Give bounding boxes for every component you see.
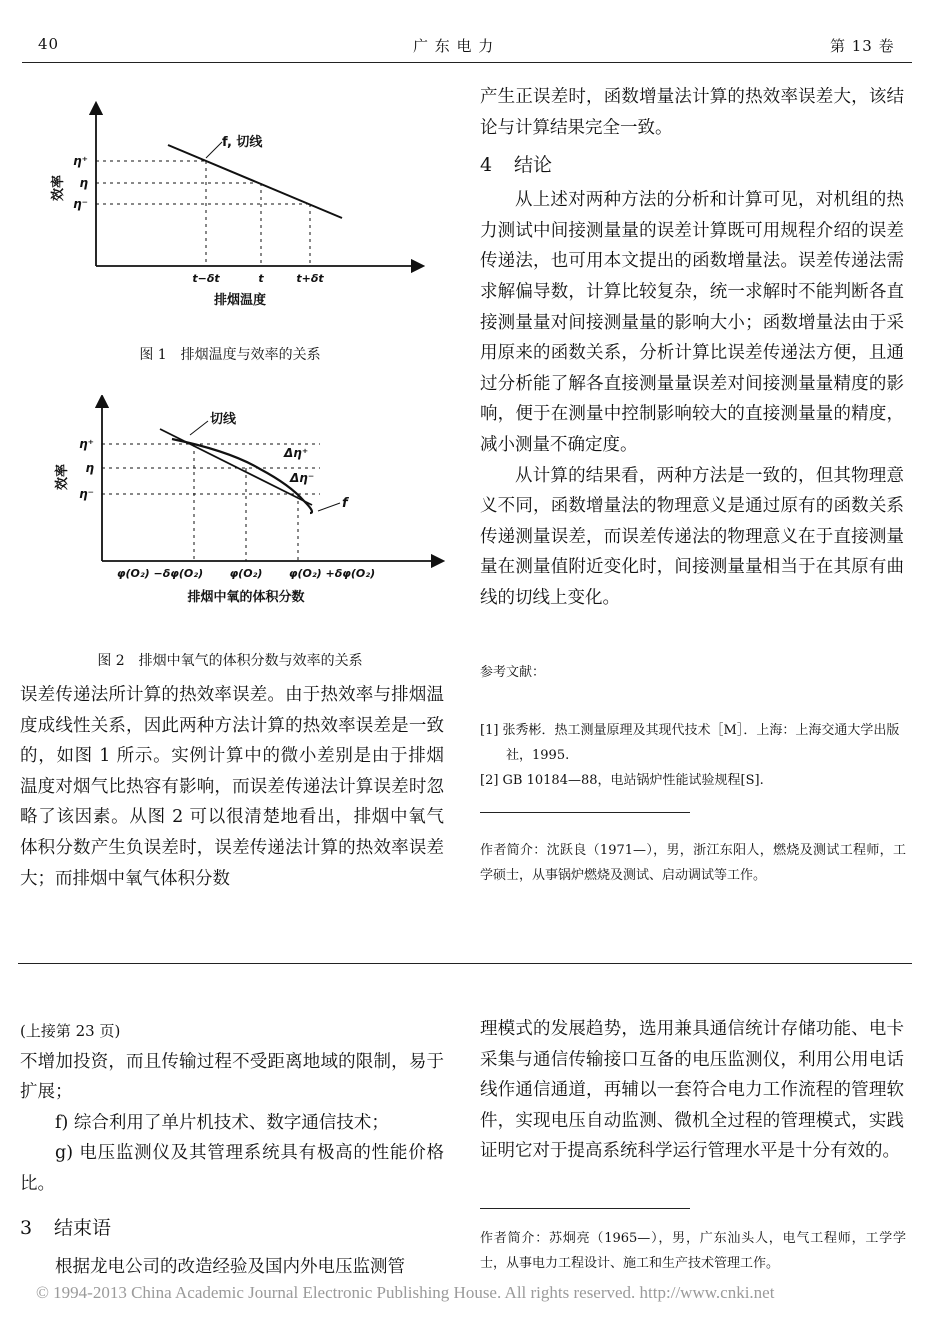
fig2-xtick: φ(O₂)	[229, 567, 263, 580]
right-column	[480, 82, 904, 614]
bottom-left-column	[20, 1016, 444, 1282]
fig2-tangent-label: 切线	[210, 412, 237, 427]
fig2-ylabel: 效率	[55, 463, 70, 491]
continued-from-note: (上接第 23 页)	[20, 1022, 121, 1040]
fig2-ytick: η	[85, 461, 94, 475]
body-paragraph: 不增加投资，而且传输过程不受距离地域的限制，易于扩展；	[20, 1051, 444, 1103]
list-item: g) 电压监测仪及其管理系统具有极高的性能价格比。	[20, 1143, 444, 1194]
fig2-delta-minus: Δη⁻	[290, 471, 315, 485]
figure-2-caption: 图 2 排烟中氧气的体积分数与效率的关系	[97, 653, 363, 669]
fig2-ytick: η⁻	[79, 487, 94, 501]
fig1-ytick: η⁺	[73, 154, 88, 168]
figure-1-caption: 图 1 排烟温度与效率的关系	[139, 347, 321, 363]
volume-label: 第 13 卷	[830, 37, 895, 55]
bottom-right-column	[480, 1014, 904, 1167]
section-heading	[20, 1212, 444, 1244]
fig2-xtick: φ(O₂) +δφ(O₂)	[288, 567, 376, 580]
fig2-ytick: η⁺	[79, 437, 94, 451]
fig1-tangent-line	[168, 145, 342, 218]
section-number: 4	[480, 154, 493, 177]
footnote-rule	[480, 1208, 690, 1209]
footnote-rule	[480, 812, 690, 813]
fig1-ylabel: 效率	[51, 174, 66, 202]
body-paragraph: 理模式的发展趋势，选用兼具通信统计存储功能、电卡采集与通信传输接口互备的电压监测仪，利用公用电话线作通信通道，再辅以一套符合电力工作流程的管理软件，实现电压自动监测、微机全过程的管理模式，实践证明它对于提高系统科学运行管理水平是十分有效的。	[480, 1019, 904, 1162]
left-column	[20, 680, 444, 894]
conclusion-paragraph: 从上述对两种方法的分析和计算可见，对机组的热力测试中间接测量量的误差计算既可用规程介绍的误差传递法，也可用本文提出的函数增量法。误差传递法需求解偏导数，计算比较复杂，统一求解时不能判断各直接测量量对间接测量量的影响大小；函数增量法由于采用原来的函数关系，分析计算比误差传递法方便，且通过分析能了解各直接测量量误差对间接测量量精度的影响，便于在测量中控制影响较大的直接测量量的精度，减小测量不确定度。	[480, 190, 904, 455]
continuation-paragraph: 产生正误差时，函数增量法计算的热效率误差大，该结论与计算结果完全一致。	[480, 87, 904, 138]
figure-1-plot	[40, 100, 440, 330]
section-title: 结论	[514, 154, 553, 177]
article-separator	[18, 963, 912, 964]
fig1-xlabel: 排烟温度	[213, 293, 267, 308]
journal-name: 广 东 电 力	[413, 37, 495, 55]
section-title: 结束语	[54, 1216, 112, 1239]
fig1-xtick: t−δt	[192, 272, 220, 285]
section-number: 3	[20, 1216, 33, 1239]
reference-item: [2] GB 10184—88，电站锅炉性能试验规程[S].	[480, 773, 764, 788]
references-title: 参考文献：	[480, 665, 546, 680]
body-paragraph: 根据龙电公司的改造经验及国内外电压监测管	[55, 1256, 405, 1277]
fig2-delta-plus: Δη⁺	[284, 446, 309, 460]
list-item: f) 综合利用了单片机技术、数字通信技术；	[55, 1112, 389, 1133]
left-column-paragraph: 误差传递法所计算的热效率误差。由于热效率与排烟温度成线性关系，因此两种方法计算的热效率误差是一致的，如图 1 所示。实例计算中的微小差别是由于排烟温度对烟气比热容有影响，而误差传递法计算误差时忽略了该因素。从图 2 可以很清楚地看出，排烟中氧气体积分数产生负误差时，误差传递法计算的热效率误差大；而排烟中氧气体积分数	[20, 685, 444, 889]
fig1-xtick: t	[258, 272, 264, 285]
reference-item: [1] 张秀彬．热工测量原理及其现代技术［M］．上海：上海交通大学出版社，1995.	[480, 723, 900, 763]
fig1-xtick: t+δt	[296, 272, 324, 285]
fig2-xlabel: 排烟中氧的体积分数	[187, 590, 305, 605]
figure-2-plot	[40, 395, 460, 620]
page-number: 40	[38, 35, 60, 53]
conclusion-paragraph: 从计算的结果看，两种方法是一致的，但其物理意义不同，函数增量法的物理意义是通过原有的函数关系传递测量误差，而误差传递法的物理意义在于直接测量量在测量值附近变化时，间接测量量相当于在其原有曲线的切线上变化。	[480, 465, 904, 608]
fig1-ytick: η⁻	[73, 197, 88, 211]
fig1-curve-label: f, 切线	[222, 135, 263, 150]
section-heading	[480, 149, 904, 181]
references-list	[480, 718, 906, 793]
fig2-curve-label: f	[342, 496, 348, 511]
fig2-xtick: φ(O₂) −δφ(O₂)	[116, 567, 204, 580]
copyright-watermark: © 1994-2013 China Academic Journal Electronic Publishing House. All rights reserved. http://www.cnki.net	[36, 1283, 775, 1302]
author-bio: 作者简介：沈跃良（1971—），男，浙江东阳人，燃烧及测试工程师，工学硕士，从事锅炉燃烧及测试、启动调试等工作。	[480, 843, 906, 883]
header-rule	[22, 62, 912, 63]
author-bio: 作者简介：苏炯亮（1965—），男，广东汕头人，电气工程师，工学学士，从事电力工程设计、施工和生产技术管理工作。	[480, 1231, 906, 1271]
fig1-ytick: η	[79, 176, 88, 190]
